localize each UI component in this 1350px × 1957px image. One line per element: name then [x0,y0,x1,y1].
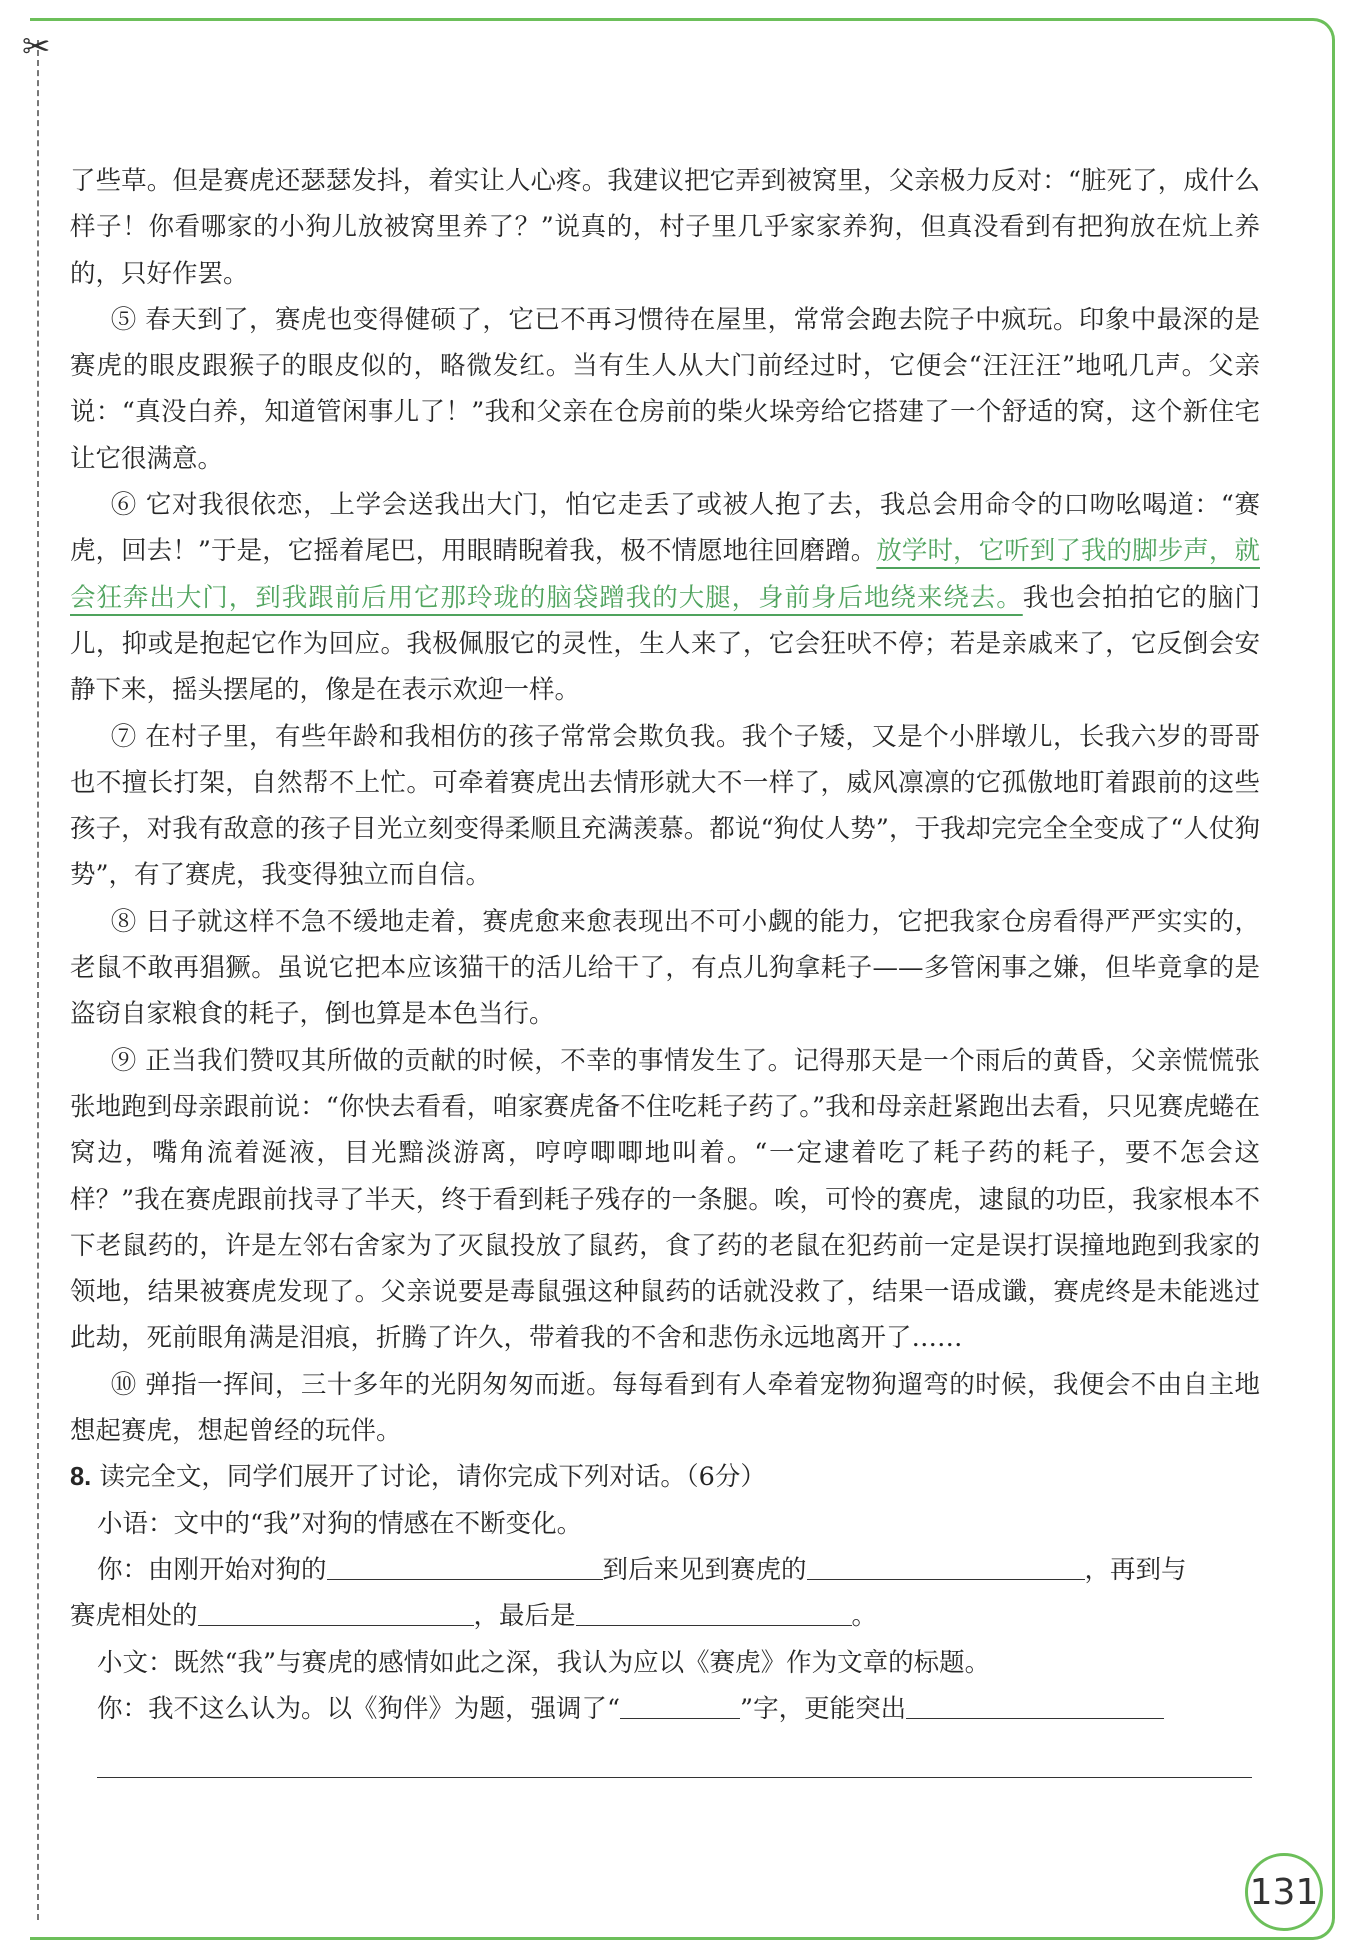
answer-blank-3[interactable] [198,1595,474,1626]
answer-line-7[interactable] [97,1732,1252,1778]
question-title [70,1454,1260,1500]
answer-blank-5[interactable] [620,1688,740,1719]
dialogue-line-1: 小语：文中的“我”对狗的情感在不断变化。 [97,1508,583,1539]
dialogue-text: 。 [851,1601,878,1632]
scissors-icon: ✂ [22,27,51,67]
cut-line [37,40,39,1920]
answer-blank-1[interactable] [327,1549,603,1580]
dialogue-text: 到后来见到赛虎的 [602,1554,807,1585]
dialogue-text: 你：我不这么认为。以《狗伴》为题，强调了“ [97,1693,621,1724]
dialogue-text: ”字，更能突出 [740,1693,907,1724]
question-prompt: 读完全文，同学们展开了讨论，请你完成下列对话。（6分） [99,1462,766,1493]
dialogue-line-3 [70,1593,1260,1639]
paragraph-9: ⑨ 正当我们赞叹其所做的贡献的时候，不幸的事情发生了。记得那天是一个雨后的黄昏，父亲慌慌张张地跑到母亲跟前说：“你快去看看，咱家赛虎备不住吃耗子药了。”我和母亲赶紧跑出去看，只见赛虎蜷在窝边，嘴角流着涎液，目光黯淡游离，哼哼唧唧地叫着。“一定逮着吃了耗子药的耗子，要不怎会这样？”我在赛虎跟前找寻了半天，终于看到耗子残存的一条腿。唉，可怜的赛虎，逮鼠的功臣，我家根本不下老鼠药的，许是左邻右舍家为了灭鼠投放了鼠药，食了药的老鼠在犯药前一定是误打误撞地跑到我家的领地，结果被赛虎发现了。父亲说要是毒鼠强这种鼠药的话就没救了，结果一语成谶，赛虎终是未能逃过此劫，死前眼角满是泪痕，折腾了许久，带着我的不舍和悲伤永远地离开了…… [70,1045,1260,1354]
paragraph-10: ⑩ 弹指一挥间，三十多年的光阴匆匆而逝。每每看到有人牵着宠物狗遛弯的时候，我便会不由自主地想起赛虎，想起曾经的玩伴。 [70,1369,1260,1447]
question-number: 8. [70,1463,92,1492]
dialogue-text: 赛虎相处的 [70,1601,198,1632]
question-8 [70,1454,1260,1778]
paragraph-6 [70,482,1260,713]
paragraph-5: ⑤ 春天到了，赛虎也变得健硕了，它已不再习惯待在屋里，常常会跑去院子中疯玩。印象中最深的是赛虎的眼皮跟猴子的眼皮似的，略微发红。当有生人从大门前经过时，它便会“汪汪汪”地吼几声。父亲说：“真没白养，知道管闲事儿了！”我和父亲在仓房前的柴火垛旁给它搭建了一个舒适的窝，这个新住宅让它很满意。 [70,304,1260,474]
passage [70,158,1260,1778]
answer-blank-2[interactable] [807,1549,1085,1580]
dialogue-line-5 [70,1686,1260,1732]
answer-blank-6[interactable] [906,1688,1164,1719]
dialogue-line-2 [70,1547,1260,1593]
dialogue-text: ，再到与 [1084,1554,1187,1585]
paragraph-6-start: ⑥ 它对我很依恋，上学会送我出大门，怕它走丢了或被人抱了去，我总会用命令的口吻吆喝道：“赛虎，回去！”于是，它摇着尾巴，用眼睛睨着我，极不情愿地往回磨蹭。 [70,490,1260,567]
answer-blank-4[interactable] [576,1595,852,1626]
paragraph-8: ⑧ 日子就这样不急不缓地走着，赛虎愈来愈表现出不可小觑的能力，它把我家仓房看得严严实实的，老鼠不敢再猖獗。虽说它把本应该猫干的活儿给干了，有点儿狗拿耗子——多管闲事之嫌，但毕竟拿的是盗窃自家粮食的耗子，倒也算是本色当行。 [70,906,1260,1030]
paragraph-6-end: 我也会拍拍它的脑门儿，抑或是抱起它作为回应。我极佩服它的灵性，生人来了，它会狂吠不停；若是亲戚来了，它反倒会安静下来，摇头摆尾的，像是在表示欢迎一样。 [70,582,1260,706]
dialogue-text: 你：由刚开始对狗的 [97,1554,327,1585]
highlighted-sentence: 放学时，它听到了我的脚步声，就会狂奔出大门，到我跟前后用它那玲珑的脑袋蹭我的大腿，身前身后地绕来绕去。 [70,536,1260,613]
page-number: 131 [1245,1853,1323,1931]
dialogue-line-4: 小文：既然“我”与赛虎的感情如此之深，我认为应以《赛虎》作为文章的标题。 [97,1647,991,1678]
paragraph-4-continued: 了些草。但是赛虎还瑟瑟发抖，着实让人心疼。我建议把它弄到被窝里，父亲极力反对：“脏死了，成什么样子！你看哪家的小狗儿放被窝里养了？”说真的，村子里几乎家家养狗，但真没看到有把狗放在炕上养的，只好作罢。 [70,166,1260,289]
dialogue-text: ，最后是 [473,1601,576,1632]
paragraph-7: ⑦ 在村子里，有些年龄和我相仿的孩子常常会欺负我。我个子矮，又是个小胖墩儿，长我六岁的哥哥也不擅长打架，自然帮不上忙。可牵着赛虎出去情形就大不一样了，威风凛凛的它孤傲地盯着跟前的这些孩子，对我有敌意的孩子目光立刻变得柔顺且充满羡慕。都说“狗仗人势”，于我却完完全全变成了“人仗狗势”，有了赛虎，我变得独立而自信。 [70,721,1260,891]
